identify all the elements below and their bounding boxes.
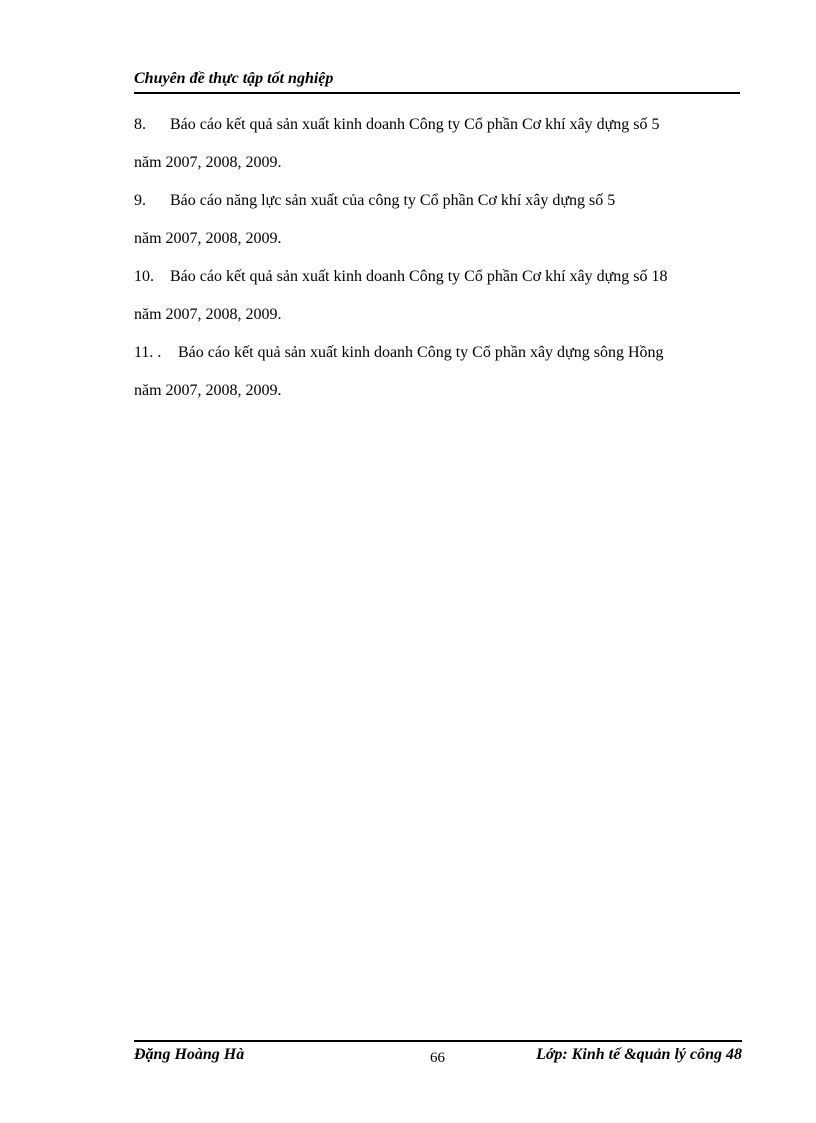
reference-item-10 — [134, 258, 740, 296]
reference-item-9 — [134, 182, 740, 220]
reference-list — [134, 106, 740, 410]
reference-continuation: năm 2007, 2008, 2009. — [134, 306, 282, 323]
page-number: 66 — [430, 1050, 445, 1066]
reference-continuation: năm 2007, 2008, 2009. — [134, 382, 282, 399]
reference-continuation: năm 2007, 2008, 2009. — [134, 154, 282, 171]
reference-item-11 — [134, 334, 740, 372]
reference-text: Báo cáo kết quả sản xuất kinh doanh Công ty Cổ phần Cơ khí xây dựng số 5 — [170, 116, 660, 133]
reference-number: 11. . — [134, 344, 162, 361]
reference-number: 10. — [134, 268, 154, 285]
reference-text: Báo cáo kết quả sản xuất kinh doanh Công ty Cổ phần Cơ khí xây dựng số 18 — [170, 268, 668, 285]
header-title: Chuyên đề thực tập tốt nghiệp — [134, 70, 334, 87]
footer-class-label: Lớp: Kinh tế &quản lý công 48 — [536, 1046, 742, 1063]
reference-item-8 — [134, 106, 740, 144]
reference-continuation: năm 2007, 2008, 2009. — [134, 230, 282, 247]
reference-text: Báo cáo năng lực sản xuất của công ty Cổ phần Cơ khí xây dựng số 5 — [170, 192, 616, 209]
footer-author: Đặng Hoàng Hà — [134, 1046, 245, 1063]
reference-number: 9. — [134, 192, 146, 209]
page-header — [134, 68, 740, 94]
reference-text: Báo cáo kết quả sản xuất kinh doanh Công ty Cổ phần xây dựng sông Hồng — [178, 344, 664, 361]
page-footer — [134, 1040, 742, 1072]
reference-number: 8. — [134, 116, 146, 133]
